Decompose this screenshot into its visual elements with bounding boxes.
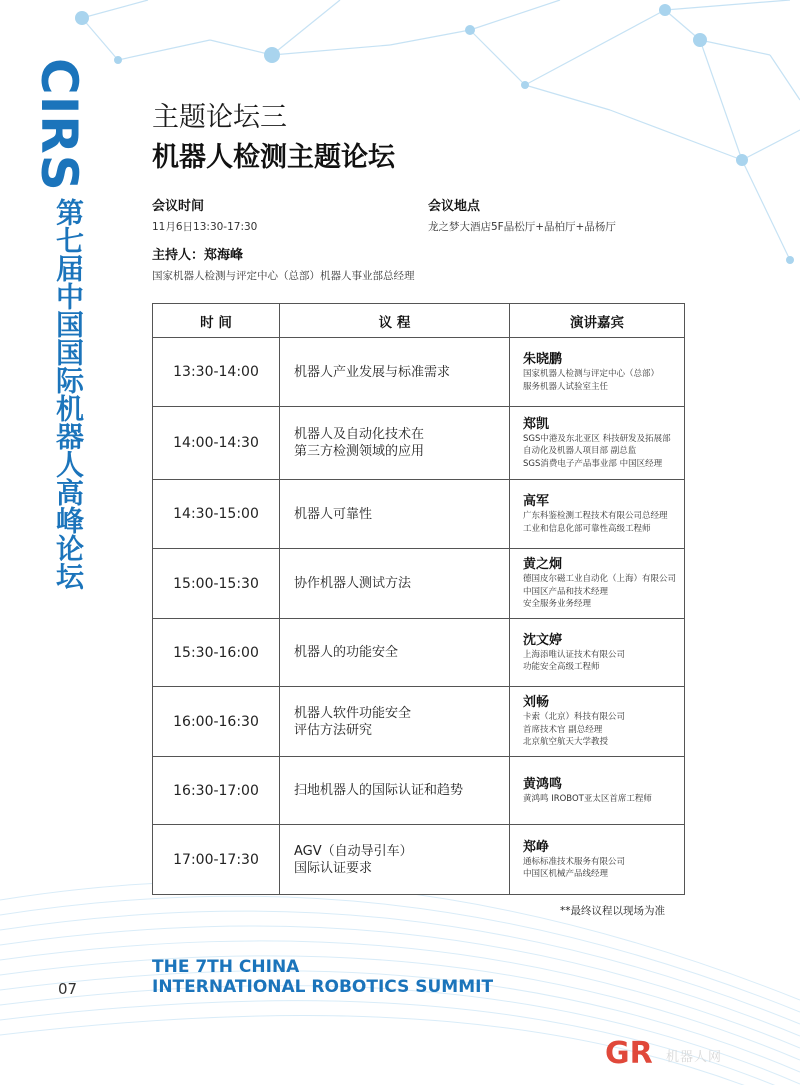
topic-line: 机器人软件功能安全 xyxy=(294,705,412,721)
speaker-name: 沈文婷 xyxy=(523,632,563,648)
vertical-event-title: 第七届中国国际机器人高峰论坛 xyxy=(52,198,85,590)
row-topic xyxy=(280,549,510,619)
header-speaker: 演讲嘉宾 xyxy=(510,304,685,338)
speaker-detail: 广东科鉴检测工程技术有限公司总经理 xyxy=(523,511,668,521)
row-topic xyxy=(280,687,510,757)
topic-line: 机器人产业发展与标准需求 xyxy=(294,364,451,380)
host-title: 国家机器人检测与评定中心（总部）机器人事业部总经理 xyxy=(152,270,415,282)
speaker-name: 黄之炯 xyxy=(523,557,563,573)
table-row xyxy=(153,549,685,619)
row-topic xyxy=(280,407,510,480)
row-speaker xyxy=(510,619,685,687)
speaker-detail: 工业和信息化部可靠性高级工程师 xyxy=(523,523,651,534)
page-number: 07 xyxy=(58,980,78,998)
row-topic xyxy=(280,480,510,549)
speaker-name: 刘畅 xyxy=(523,695,550,711)
speaker-detail: 德国皮尔磁工业自动化（上海）有限公司 xyxy=(523,574,677,585)
speaker-detail: 中国区机械产品线经理 xyxy=(523,869,609,879)
speaker-name: 高军 xyxy=(523,494,550,509)
gr-logo-text: GR xyxy=(605,1036,653,1070)
row-speaker xyxy=(510,757,685,825)
meeting-time-label: 会议时间 xyxy=(152,199,205,214)
row-topic xyxy=(280,338,510,407)
host-block xyxy=(152,244,415,283)
meeting-time-value: 11月6日13:30-17:30 xyxy=(152,221,258,233)
gr-logo xyxy=(605,1034,657,1070)
summit-line-1: THE 7TH CHINA xyxy=(152,957,300,977)
topic-line: 国际认证要求 xyxy=(294,860,373,876)
cirs-logo xyxy=(30,58,88,192)
speaker-detail: 服务机器人试验室主任 xyxy=(523,381,609,392)
row-speaker xyxy=(510,687,685,757)
table-row xyxy=(153,757,685,825)
topic-line: 机器人可靠性 xyxy=(294,506,373,522)
row-topic xyxy=(280,757,510,825)
topic-line: AGV（自动导引车） xyxy=(294,843,413,859)
speaker-name: 郑峥 xyxy=(523,839,550,855)
row-speaker xyxy=(510,825,685,895)
summit-line-2: INTERNATIONAL ROBOTICS SUMMIT xyxy=(152,977,494,997)
row-time: 16:30-17:00 xyxy=(153,757,280,825)
forum-subtitle: 主题论坛三 xyxy=(152,102,287,133)
row-speaker xyxy=(510,480,685,549)
row-speaker xyxy=(510,549,685,619)
header-time: 时 间 xyxy=(153,304,280,338)
speaker-detail: 国家机器人检测与评定中心（总部） xyxy=(523,369,660,379)
topic-line: 机器人的功能安全 xyxy=(294,645,399,660)
table-row xyxy=(153,407,685,480)
meeting-time-block xyxy=(152,195,257,234)
speaker-detail: SGS消费电子产品事业部 中国区经理 xyxy=(523,458,663,469)
speaker-detail: 中国区产品和技术经理 xyxy=(523,586,609,597)
table-row xyxy=(153,687,685,757)
row-speaker xyxy=(510,407,685,480)
row-topic xyxy=(280,825,510,895)
speaker-detail: 通标标准技术服务有限公司 xyxy=(523,856,626,867)
speaker-detail: SGS中港及东北亚区 科技研发及拓展部 xyxy=(523,433,671,444)
row-time: 14:00-14:30 xyxy=(153,407,280,480)
speaker-detail: 自动化及机器人项目部 副总监 xyxy=(523,446,637,457)
table-row xyxy=(153,619,685,687)
speaker-detail: 功能安全高级工程师 xyxy=(523,662,600,672)
speaker-name: 黄鸿鸣 xyxy=(523,776,563,792)
agenda-note: **最终议程以现场为准 xyxy=(560,905,665,917)
topic-line: 第三方检测领域的应用 xyxy=(294,444,425,459)
table-row xyxy=(153,338,685,407)
speaker-detail: 安全服务业务经理 xyxy=(523,599,592,610)
meeting-place-value: 龙之梦大酒店5F晶松厅+晶柏厅+晶杨厅 xyxy=(428,221,616,233)
row-speaker xyxy=(510,338,685,407)
row-time: 14:30-15:00 xyxy=(153,480,280,549)
summit-title xyxy=(152,957,493,997)
speaker-detail: 卡索（北京）科技有限公司 xyxy=(523,712,626,723)
row-time: 15:30-16:00 xyxy=(153,619,280,687)
speaker-detail: 首席技术官 副总经理 xyxy=(523,724,603,735)
topic-line: 扫地机器人的国际认证和趋势 xyxy=(294,783,464,798)
header-agenda: 议 程 xyxy=(280,304,510,338)
forum-title: 机器人检测主题论坛 xyxy=(152,142,395,173)
speaker-name: 朱晓鹏 xyxy=(523,352,563,367)
meeting-place-block xyxy=(428,195,616,234)
topic-line: 协作机器人测试方法 xyxy=(294,576,412,591)
row-time: 13:30-14:00 xyxy=(153,338,280,407)
speaker-detail: 北京航空航天大学教授 xyxy=(523,737,609,748)
host-label: 主持人：郑海峰 xyxy=(152,248,244,263)
meeting-place-label: 会议地点 xyxy=(428,199,481,214)
table-row xyxy=(153,825,685,895)
table-row xyxy=(153,480,685,549)
speaker-detail: 黄鸿鸣 IROBOT亚太区首席工程师 xyxy=(523,793,652,804)
topic-line: 机器人及自动化技术在 xyxy=(294,427,425,442)
topic-line: 评估方法研究 xyxy=(294,722,373,738)
speaker-name: 郑凯 xyxy=(523,416,550,432)
table-header-row xyxy=(153,304,685,338)
cirs-logo-text: CIRS xyxy=(30,58,88,192)
row-time: 17:00-17:30 xyxy=(153,825,280,895)
watermark-text: 机器人网 xyxy=(666,1050,723,1065)
speaker-detail: 上海添唯认证技术有限公司 xyxy=(523,649,626,660)
row-time: 15:00-15:30 xyxy=(153,549,280,619)
row-time: 16:00-16:30 xyxy=(153,687,280,757)
agenda-table xyxy=(152,303,685,895)
row-topic xyxy=(280,619,510,687)
